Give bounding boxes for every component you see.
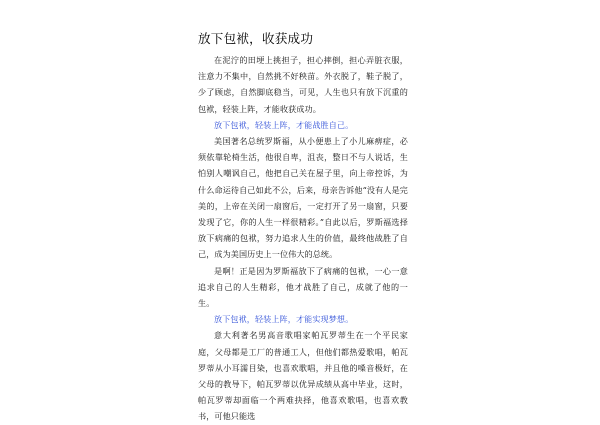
paragraph-roosevelt-summary: 是啊！正是因为罗斯福放下了病痛的包袱，一心一意追求自己的人生精彩，他才战胜了自己，成就了他的一生。: [198, 265, 408, 309]
article-title: 放下包袱，收获成功: [198, 31, 314, 46]
highlight-heading-2: 放下包袱，轻装上阵，才能实现梦想。: [214, 314, 354, 325]
paragraph-roosevelt: 美国著名总统罗斯福，从小便患上了小儿麻痹症，必须依靠轮椅生活，他很自卑，沮丧，整日不与人说话，生怕别人嘲讽自己，他把自己关在屋子里，向上帝控诉，为什么命运待自己如此不公，后来，母亲告诉他“没有人是完美的，上帝在关闭一扇窗后，一定打开了另一扇窗，只要发现了它，你的人生一样很精彩。”自此以后，罗斯福选择放下病痛的包袱，努力追求人生的价值，最终他战胜了自己，成为美国历史上一位伟大的总统。: [198, 136, 408, 260]
article-body: [198, 30, 408, 425]
paragraph-pavarotti: 意大利著名男高音歌唱家帕瓦罗蒂生在一个平民家庭，父母都是工厂的普通工人，但他们都热爱歌唱，帕瓦罗蒂从小耳濡目染，也喜欢歌唱，并且他的嗓音极好，在父母的教导下，帕瓦罗蒂以优异成绩从高中毕业，这时，帕瓦罗蒂却面临一个两难抉择，他喜欢歌唱，也喜欢教书，可他只能选: [198, 330, 408, 422]
highlight-heading-1: 放下包袱，轻装上阵，才能战胜自己。: [214, 119, 354, 130]
paragraph-intro: 在泥泞的田埂上挑担子，担心摔倒，担心弄脏衣服，注意力不集中，自然挑不好秧苗。外衣脱了，鞋子脱了，少了顾虑，自然脚底稳当，可见，人生也只有放下沉重的包袱，轻装上阵，才能收获成功。: [198, 55, 408, 114]
